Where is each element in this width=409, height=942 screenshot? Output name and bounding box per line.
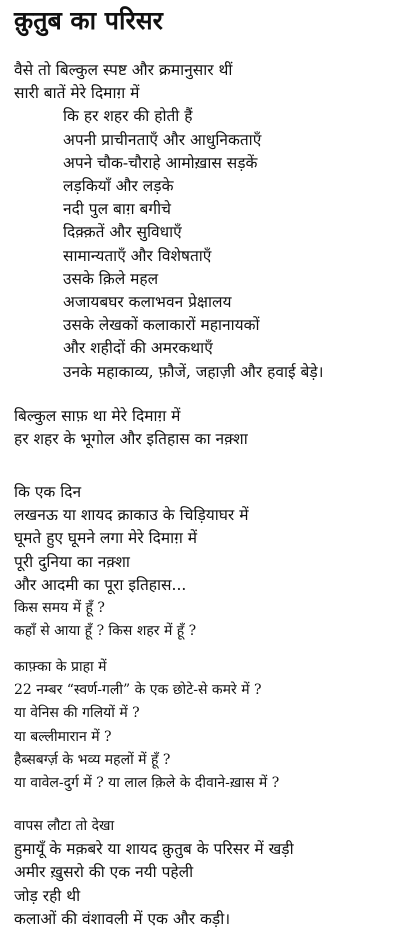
poem-line: उसके लेखकों कलाकारों महानायकों: [63, 316, 260, 335]
poem-line: या वेनिस की गलियों में ?: [14, 705, 140, 722]
stanza: [0, 405, 248, 451]
poem-line: लखनऊ या शायद क्राकाउ के चिड़ियाघर में: [14, 506, 249, 525]
poem-line: अपनी प्राचीनताएँ और आधुनिकताएँ: [63, 130, 262, 149]
poem-line: पूरी दुनिया का नक़्शा: [14, 552, 130, 571]
poem-line: उसके क़िले महल: [63, 269, 159, 288]
stanza: [0, 815, 294, 931]
stanza: [0, 656, 279, 795]
poem-line: अपने चौक-चौराहे आमोख़ास सड़कें: [63, 153, 258, 172]
stanza: [0, 481, 248, 643]
poem-line: सामान्यताएँ और विशेषताएँ: [63, 246, 212, 265]
poem-line: हर शहर के भूगोल और इतिहास का नक़्शा: [14, 430, 248, 449]
poem-line: वापस लौटा तो देखा: [14, 818, 115, 834]
poem-line: हुमायूँ के मक़बरे या शायद क़ुतुब के परिसर में खड़ी: [14, 840, 294, 859]
poem-line: बिल्कुल साफ़ था मेरे दिमाग़ में: [14, 407, 181, 425]
poem-line: सारी बातें मेरे दिमाग़ में: [14, 84, 140, 103]
poem-line: किस समय में हूँ ?: [14, 600, 105, 617]
poem-line: या बल्लीमारान में ?: [14, 728, 112, 745]
poem-line: लड़कियाँ और लड़के: [63, 177, 174, 196]
poem-line: काफ़्का के प्राहा में: [14, 659, 107, 675]
poem-line: अजायबघर कलाभवन प्रेक्षालय: [63, 293, 232, 312]
poem-line: 22 नम्बर “स्वर्ण-गली” के एक छोटे-से कमरे में ?: [14, 682, 262, 699]
poem-line: दिक़्क़तें और सुविधाएँ: [63, 223, 182, 242]
poem-line: वैसे तो बिल्कुल स्पष्ट और क्रमानुसार थीं: [14, 61, 233, 79]
poem-line: और आदमी का पूरा इतिहास...: [14, 575, 187, 594]
stanza: [0, 59, 324, 384]
poem-line: हैब्सबर्ग्ज़ के भव्य महलों में हूँ ?: [14, 751, 171, 768]
poem-line: अमीर ख़ुसरो की एक नयी पहेली: [14, 863, 194, 882]
poem-title: क़ुतुब का परिसर: [14, 6, 163, 35]
poem-line: जोड़ रही थी: [14, 886, 81, 905]
poem-line: नदी पुल बाग़ बगीचे: [63, 200, 171, 219]
poem-line: या वावेल-दुर्ग में ? या लाल क़िले के दीवाने-ख़ास में ?: [14, 775, 280, 792]
poem-line: घूमते हुए घूमने लगा मेरे दिमाग़ में: [14, 529, 198, 548]
poem-line: कहाँ से आया हूँ ? किस शहर में हूँ ?: [14, 623, 197, 640]
poem-line: उनके महाकाव्य, फ़ौजें, जहाज़ी और हवाई बेड़े।: [63, 362, 324, 381]
poem-line: कि एक दिन: [14, 483, 82, 501]
poem-line: कलाओं की वंशावली में एक और कड़ी।: [14, 909, 231, 928]
poem-line: और शहीदों की अमरकथाएँ: [63, 339, 213, 358]
poem-line: कि हर शहर की होती हैं: [63, 107, 193, 126]
